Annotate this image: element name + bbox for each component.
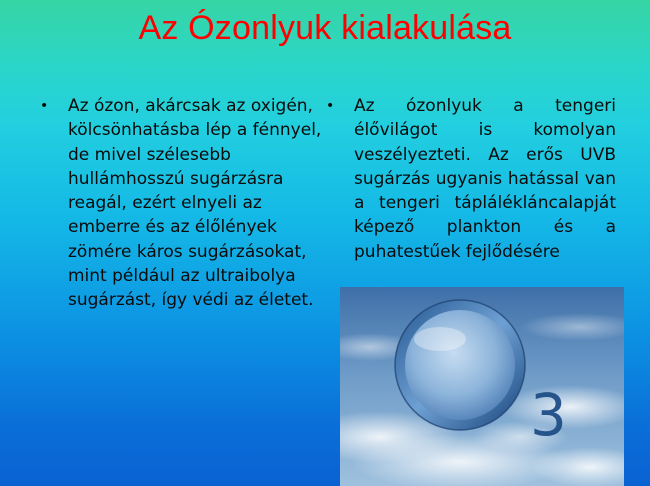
bullet-icon: • <box>40 98 49 114</box>
right-bullet-text: Az ózonlyuk a tengeri élővilágot is komolyan veszélyezteti. Az erős UVB sugárzás ugyanis hatással van a tengeri táplálékláncalapját képező plankton és a puhatestűek fejlődésére <box>354 96 616 262</box>
subscript-three: 3 <box>530 381 567 449</box>
slide-title: Az Ózonlyuk kialakulása <box>138 9 512 47</box>
bullet-icon: • <box>326 98 335 114</box>
left-bullet-text: Az ózon, akárcsak az oxigén, kölcsönhatásba lép a fénnyel, de mivel szélesebb hullámhosszú sugárzásra reagál, ezért elnyeli az emberre és az élőlények zömére káros sugárzásokat, mint például az ultraibolya sugárzást, így védi az életet. <box>68 96 322 311</box>
ozone-o3-sky-image <box>340 287 624 486</box>
right-column <box>326 94 616 264</box>
left-column <box>40 94 330 313</box>
